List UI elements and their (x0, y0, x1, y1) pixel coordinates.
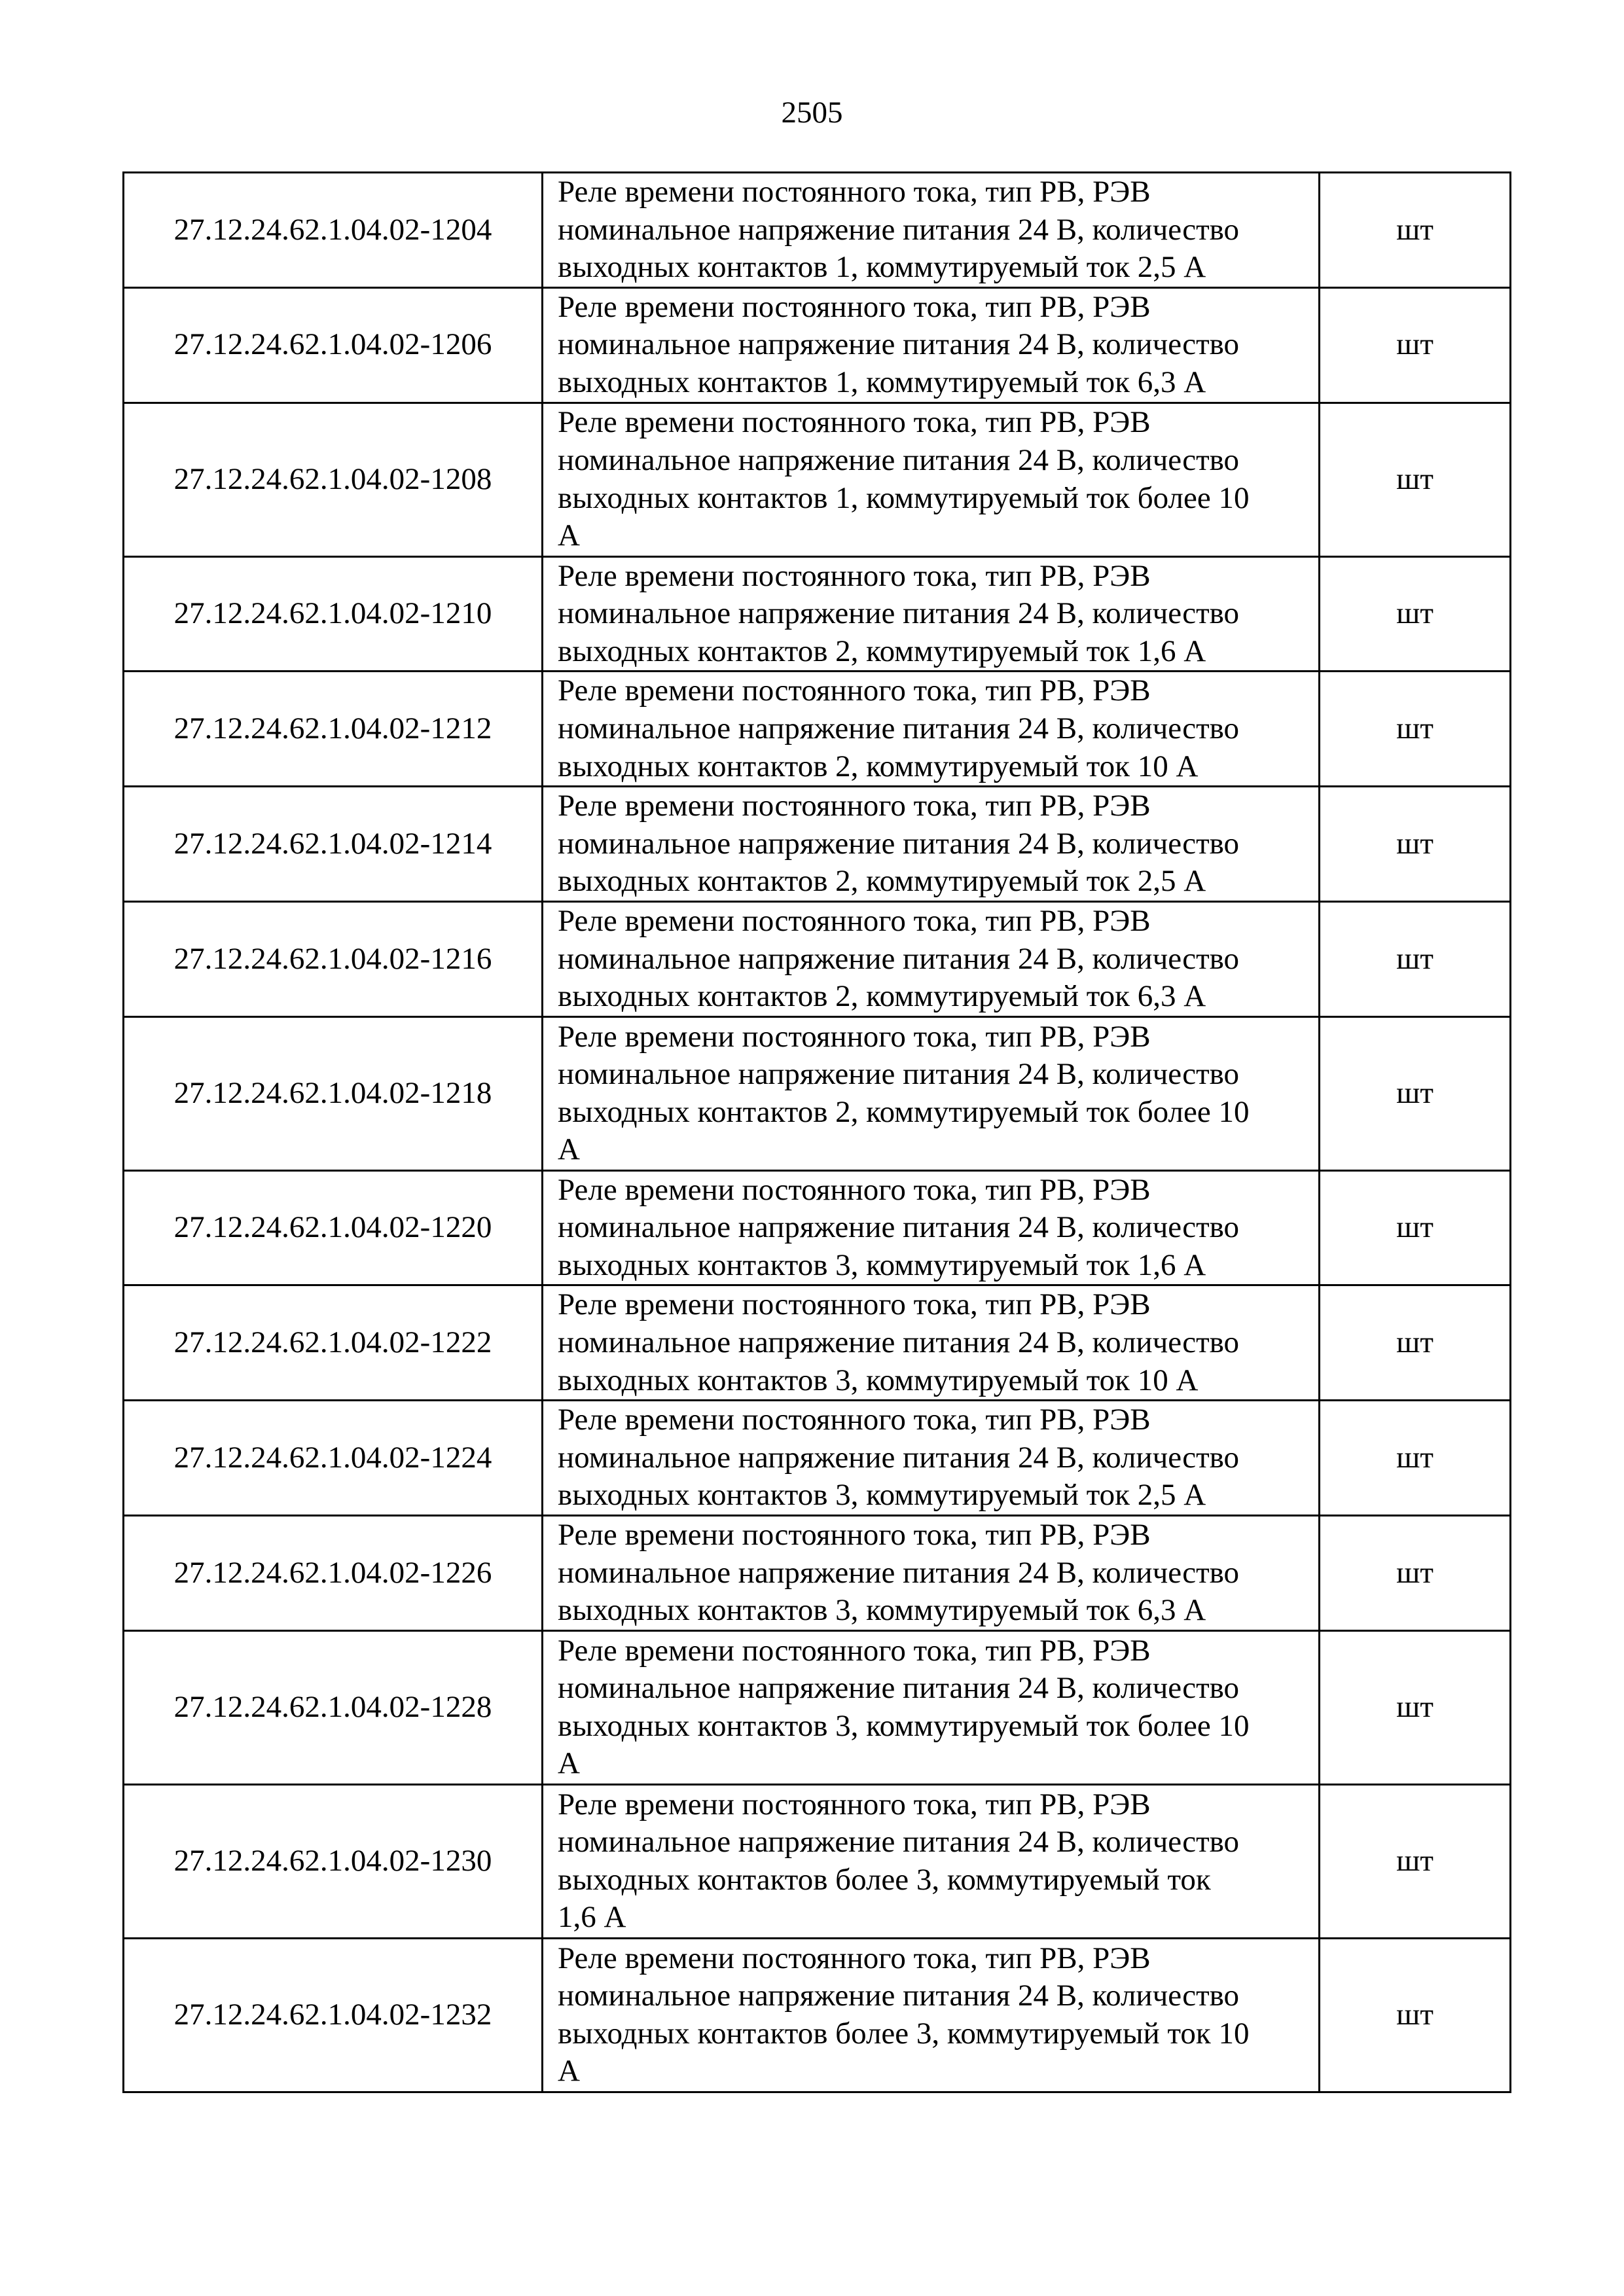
description-line: выходных контактов 3, коммутируемый ток 6,3 А (558, 1593, 1206, 1628)
description-line: Реле времени постоянного тока, тип РВ, РЭВ (558, 1287, 1151, 1322)
description-line: выходных контактов 3, коммутируемый ток 2,5 А (558, 1478, 1206, 1513)
description-line: Реле времени постоянного тока, тип РВ, РЭВ (558, 175, 1151, 209)
description-line: выходных контактов более 3, коммутируемый ток (558, 1862, 1211, 1897)
resource-code-cell: 27.12.24.62.1.04.02-1204 (124, 173, 543, 288)
table-row (124, 1516, 1511, 1631)
resource-description-cell (543, 1401, 1320, 1516)
resource-description-cell (543, 901, 1320, 1016)
description-line: Реле времени постоянного тока, тип РВ, РЭВ (558, 1403, 1151, 1437)
resource-code-cell: 27.12.24.62.1.04.02-1206 (124, 287, 543, 403)
table-row (124, 672, 1511, 787)
description-line: номинальное напряжение питания 24 В, количество (558, 1057, 1240, 1092)
resource-code-cell: 27.12.24.62.1.04.02-1216 (124, 901, 543, 1016)
description-line: номинальное напряжение питания 24 В, количество (558, 941, 1240, 976)
description-line: выходных контактов 2, коммутируемый ток 6,3 А (558, 979, 1206, 1014)
unit-cell: шт (1320, 1401, 1511, 1516)
description-line: выходных контактов 3, коммутируемый ток 10 А (558, 1363, 1199, 1397)
resource-description-cell (543, 173, 1320, 288)
page-number: 2505 (781, 96, 843, 130)
table-row (124, 287, 1511, 403)
resource-description-cell (543, 787, 1320, 902)
description-line: номинальное напряжение питания 24 В, количество (558, 711, 1240, 745)
unit-cell: шт (1320, 1285, 1511, 1401)
unit-cell: шт (1320, 173, 1511, 288)
resource-description-cell (543, 287, 1320, 403)
description-line: номинальное напряжение питания 24 В, количество (558, 596, 1240, 631)
unit-cell: шт (1320, 1016, 1511, 1170)
description-line: номинальное напряжение питания 24 В, количество (558, 1979, 1240, 2013)
resource-code-cell: 27.12.24.62.1.04.02-1212 (124, 672, 543, 787)
description-line: выходных контактов 1, коммутируемый ток более 10 (558, 480, 1250, 515)
table-row (124, 901, 1511, 1016)
unit-cell: шт (1320, 787, 1511, 902)
table-row (124, 1285, 1511, 1401)
description-line: выходных контактов более 3, коммутируемый ток 10 (558, 2016, 1250, 2051)
description-line: номинальное напряжение питания 24 В, количество (558, 212, 1240, 247)
resource-table (122, 171, 1511, 2093)
resource-description-cell (543, 1516, 1320, 1631)
description-line: Реле времени постоянного тока, тип РВ, РЭВ (558, 789, 1151, 823)
unit-cell: шт (1320, 901, 1511, 1016)
description-line: выходных контактов 3, коммутируемый ток 1,6 А (558, 1247, 1206, 1282)
unit-cell: шт (1320, 1784, 1511, 1938)
resource-description-cell (543, 1285, 1320, 1401)
description-line: выходных контактов 3, коммутируемый ток более 10 (558, 1708, 1250, 1743)
resource-code-cell: 27.12.24.62.1.04.02-1230 (124, 1784, 543, 1938)
resource-table-body (124, 173, 1511, 2092)
description-line: Реле времени постоянного тока, тип РВ, РЭВ (558, 903, 1151, 938)
resource-description-cell (543, 1016, 1320, 1170)
description-line: Реле времени постоянного тока, тип РВ, РЭВ (558, 1019, 1151, 1054)
table-row (124, 1630, 1511, 1784)
table-row (124, 1016, 1511, 1170)
description-line: выходных контактов 2, коммутируемый ток 1,6 А (558, 634, 1206, 668)
description-line: номинальное напряжение питания 24 В, количество (558, 1555, 1240, 1590)
description-line: А (558, 1132, 580, 1167)
description-line: Реле времени постоянного тока, тип РВ, РЭВ (558, 1633, 1151, 1668)
description-line: выходных контактов 2, коммутируемый ток 10 А (558, 749, 1199, 783)
description-line: Реле времени постоянного тока, тип РВ, РЭВ (558, 1941, 1151, 1975)
description-line: Реле времени постоянного тока, тип РВ, РЭВ (558, 673, 1151, 708)
description-line: номинальное напряжение питания 24 В, количество (558, 1671, 1240, 1706)
unit-cell: шт (1320, 672, 1511, 787)
table-row (124, 1938, 1511, 2092)
unit-cell: шт (1320, 403, 1511, 556)
unit-cell: шт (1320, 556, 1511, 672)
unit-cell: шт (1320, 1630, 1511, 1784)
resource-description-cell (543, 1170, 1320, 1285)
resource-code-cell: 27.12.24.62.1.04.02-1220 (124, 1170, 543, 1285)
resource-description-cell (543, 1784, 1320, 1938)
description-line: Реле времени постоянного тока, тип РВ, РЭВ (558, 558, 1151, 593)
description-line: Реле времени постоянного тока, тип РВ, РЭВ (558, 1518, 1151, 1552)
resource-code-cell: 27.12.24.62.1.04.02-1228 (124, 1630, 543, 1784)
resource-code-cell: 27.12.24.62.1.04.02-1208 (124, 403, 543, 556)
description-line: номинальное напряжение питания 24 В, количество (558, 1210, 1240, 1245)
resource-code-cell: 27.12.24.62.1.04.02-1224 (124, 1401, 543, 1516)
description-line: номинальное напряжение питания 24 В, количество (558, 327, 1240, 362)
unit-cell: шт (1320, 1170, 1511, 1285)
description-line: Реле времени постоянного тока, тип РВ, РЭВ (558, 1172, 1151, 1207)
description-line: выходных контактов 1, коммутируемый ток 2,5 А (558, 250, 1206, 285)
resource-code-cell: 27.12.24.62.1.04.02-1222 (124, 1285, 543, 1401)
resource-description-cell (543, 403, 1320, 556)
resource-code-cell: 27.12.24.62.1.04.02-1232 (124, 1938, 543, 2092)
unit-cell: шт (1320, 1938, 1511, 2092)
resource-code-cell: 27.12.24.62.1.04.02-1214 (124, 787, 543, 902)
unit-cell: шт (1320, 1516, 1511, 1631)
description-line: номинальное напряжение питания 24 В, количество (558, 1325, 1240, 1360)
resource-description-cell (543, 556, 1320, 672)
description-line: 1,6 А (558, 1900, 626, 1935)
description-line: номинальное напряжение питания 24 В, количество (558, 826, 1240, 861)
resource-code-cell: 27.12.24.62.1.04.02-1226 (124, 1516, 543, 1631)
description-line: Реле времени постоянного тока, тип РВ, РЭВ (558, 1787, 1151, 1821)
resource-description-cell (543, 1630, 1320, 1784)
table-row (124, 1784, 1511, 1938)
resource-description-cell (543, 1938, 1320, 2092)
table-row (124, 1401, 1511, 1516)
description-line: Реле времени постоянного тока, тип РВ, РЭВ (558, 289, 1151, 324)
description-line: А (558, 2054, 580, 2089)
description-line: А (558, 1746, 580, 1781)
description-line: выходных контактов 1, коммутируемый ток 6,3 А (558, 365, 1206, 399)
description-line: номинальное напряжение питания 24 В, количество (558, 1825, 1240, 1859)
table-row (124, 787, 1511, 902)
description-line: Реле времени постоянного тока, тип РВ, РЭВ (558, 405, 1151, 440)
description-line: номинальное напряжение питания 24 В, количество (558, 442, 1240, 477)
table-row (124, 556, 1511, 672)
resource-code-cell: 27.12.24.62.1.04.02-1210 (124, 556, 543, 672)
description-line: выходных контактов 2, коммутируемый ток 2,5 А (558, 864, 1206, 899)
description-line: А (558, 518, 580, 553)
table-row (124, 1170, 1511, 1285)
description-line: номинальное напряжение питания 24 В, количество (558, 1440, 1240, 1475)
unit-cell: шт (1320, 287, 1511, 403)
resource-code-cell: 27.12.24.62.1.04.02-1218 (124, 1016, 543, 1170)
resource-description-cell (543, 672, 1320, 787)
description-line: выходных контактов 2, коммутируемый ток более 10 (558, 1094, 1250, 1129)
table-row (124, 173, 1511, 288)
table-row (124, 403, 1511, 556)
